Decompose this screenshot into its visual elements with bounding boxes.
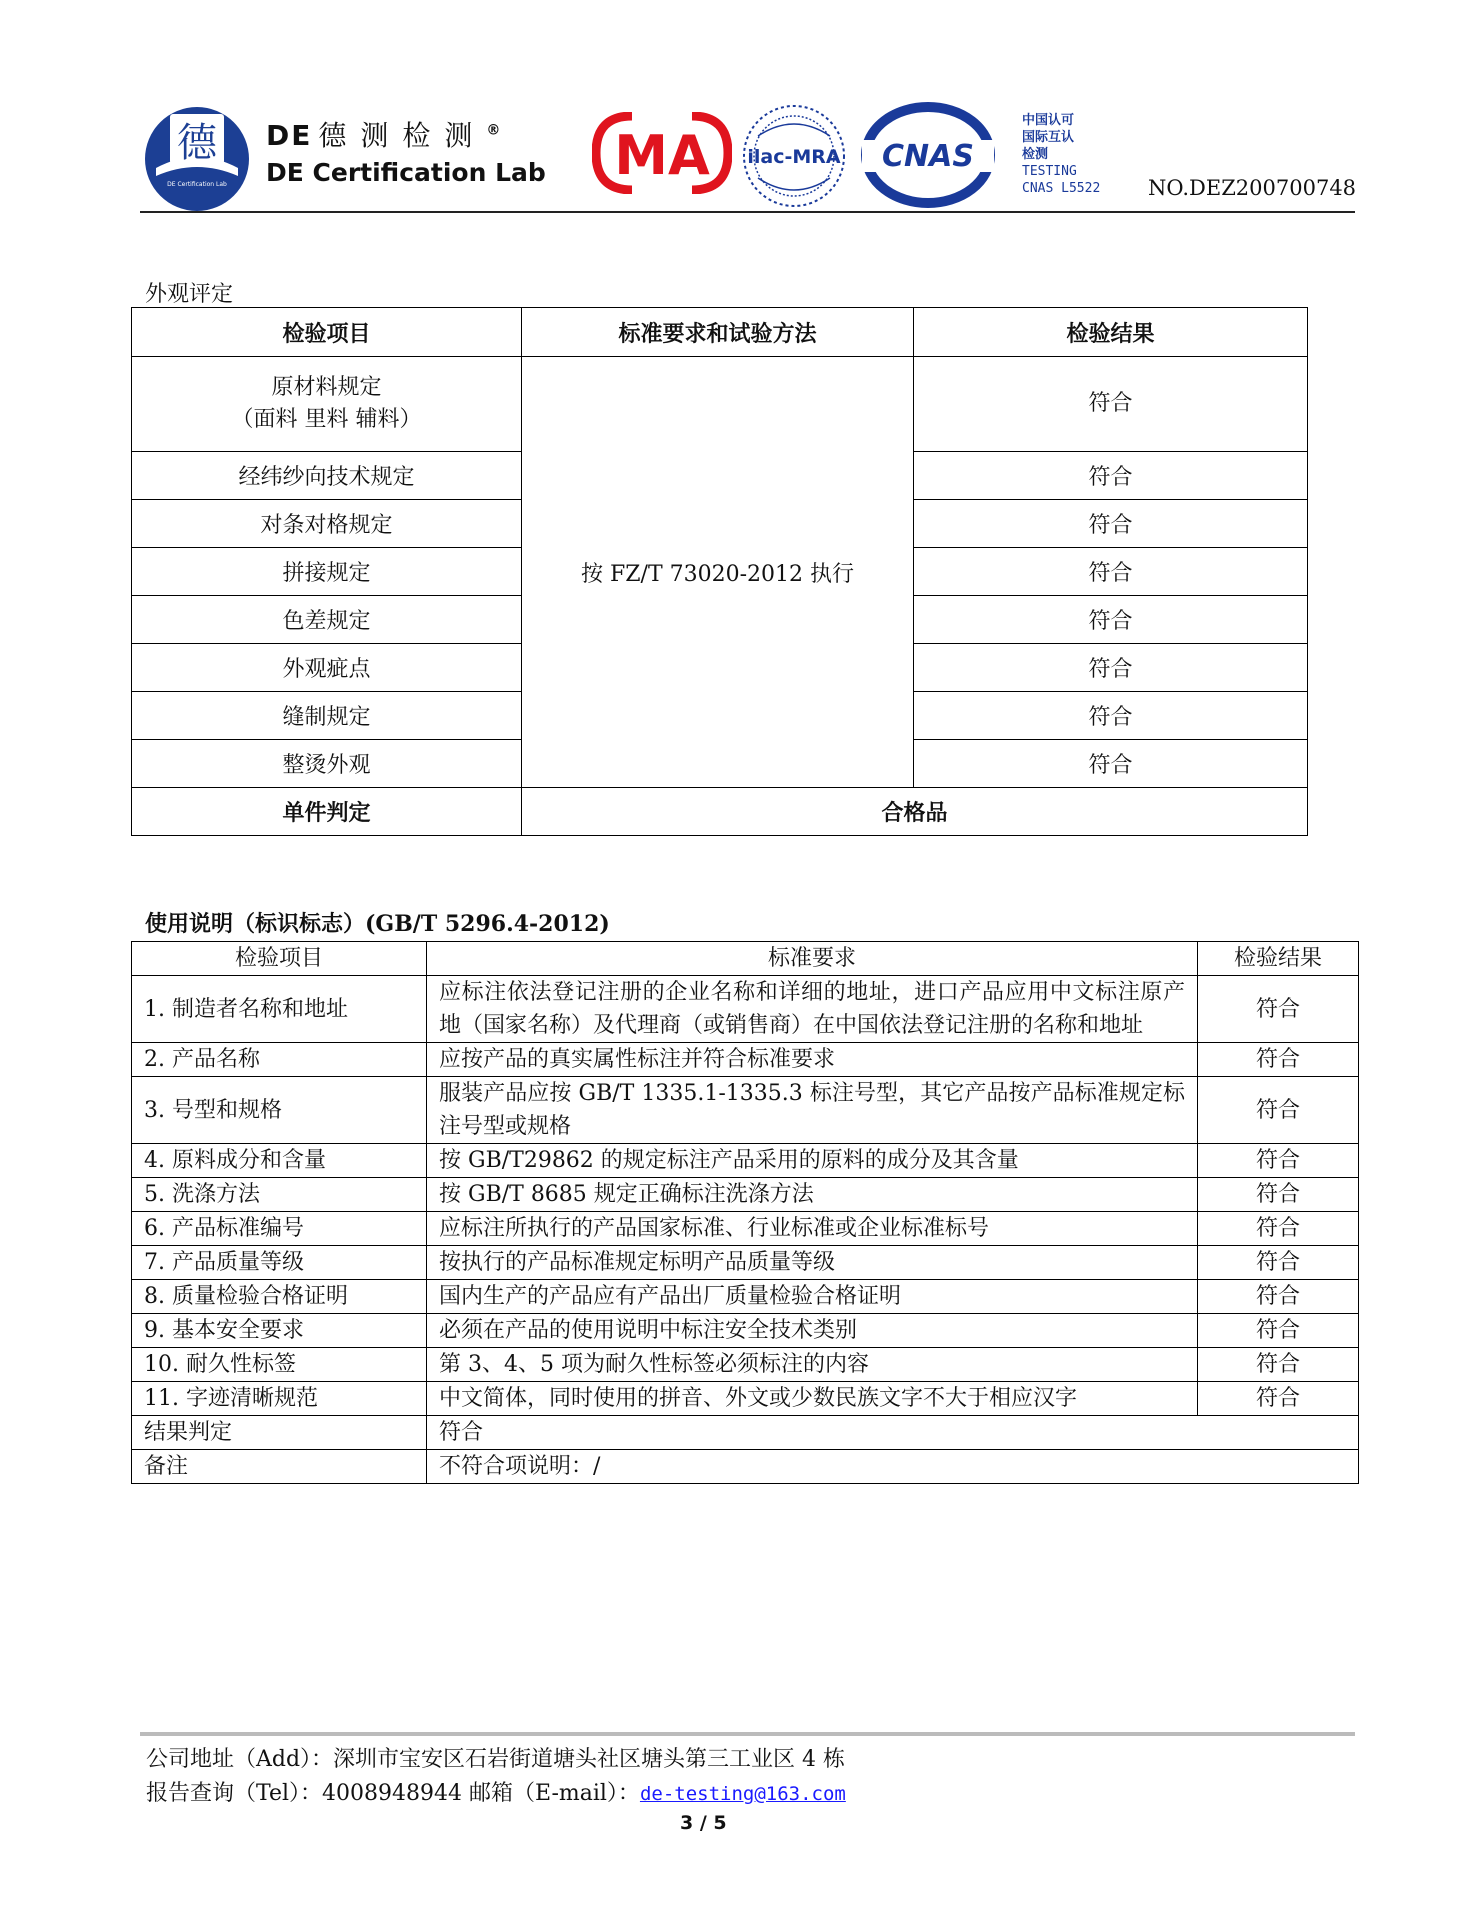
contact-prefix: 报告查询（Tel）：4008948944 邮箱（E-mail）： — [146, 1781, 640, 1806]
item-cell: 拼接规定 — [132, 548, 522, 596]
requirement-cell: 第 3、4、5 项为耐久性标签必须标注的内容 — [427, 1348, 1198, 1382]
column-header: 标准要求和试验方法 — [522, 308, 914, 357]
cnas-logo-text: CNAS — [882, 139, 974, 174]
table-row — [132, 1280, 1359, 1314]
footer-divider — [140, 1732, 1355, 1736]
table-header-row — [132, 308, 1308, 357]
verdict-value: 合格品 — [522, 788, 1308, 836]
item-cell: 经纬纱向技术规定 — [132, 452, 522, 500]
result-cell: 符合 — [1198, 1212, 1359, 1246]
ilac-logo-text: ilac-MRA — [747, 146, 841, 168]
cma-logo-text: MA — [614, 124, 710, 187]
requirement-cell: 国内生产的产品应有产品出厂质量检验合格证明 — [427, 1280, 1198, 1314]
table-row — [132, 357, 1308, 452]
column-header: 检验项目 — [132, 942, 427, 976]
item-cell: 11. 字迹清晰规范 — [132, 1382, 427, 1416]
de-logo-icon — [144, 106, 250, 212]
table-header-row — [132, 942, 1359, 976]
table-row — [132, 1043, 1359, 1077]
de-logo-small-text: DE Certification Lab — [167, 181, 227, 188]
labeling-table — [131, 941, 1359, 1484]
cnas-accreditation-text: 中国认可 国际互认 检测 TESTING CNAS L5522 — [1022, 113, 1101, 196]
table-row — [132, 1077, 1359, 1144]
de-logo-char: 德 — [177, 120, 217, 166]
ilac-mra-logo-icon — [740, 102, 848, 210]
result-cell: 符合 — [1198, 1348, 1359, 1382]
footer — [146, 1743, 846, 1811]
result-cell: 符合 — [1198, 1246, 1359, 1280]
item-cell: 5. 洗涤方法 — [132, 1178, 427, 1212]
result-cell: 符合 — [1198, 1043, 1359, 1077]
requirement-cell: 按执行的产品标准规定标明产品质量等级 — [427, 1246, 1198, 1280]
result-cell: 符合 — [1198, 1178, 1359, 1212]
result-cell: 符合 — [1198, 976, 1359, 1043]
de-brand-title: DE 德测检测® — [266, 119, 503, 152]
result-cell: 符合 — [914, 596, 1308, 644]
de-brand-text — [266, 114, 546, 187]
item-cell: 4. 原料成分和含量 — [132, 1144, 427, 1178]
item-cell: 原材料规定 （面料 里料 辅料） — [132, 357, 522, 452]
report-header — [140, 100, 1355, 212]
item-cell: 6. 产品标准编号 — [132, 1212, 427, 1246]
result-cell: 符合 — [1198, 1144, 1359, 1178]
section-title-appearance: 外观评定 — [145, 282, 234, 307]
result-cell: 符合 — [1198, 1314, 1359, 1348]
column-header: 检验结果 — [1198, 942, 1359, 976]
contact-line — [146, 1777, 846, 1811]
cma-logo-icon — [592, 112, 732, 194]
item-cell: 缝制规定 — [132, 692, 522, 740]
item-cell: 色差规定 — [132, 596, 522, 644]
result-cell: 符合 — [1198, 1280, 1359, 1314]
method-cell: 按 FZ/T 73020-2012 执行 — [522, 357, 914, 788]
item-cell: 2. 产品名称 — [132, 1043, 427, 1077]
requirement-cell: 必须在产品的使用说明中标注安全技术类别 — [427, 1314, 1198, 1348]
item-cell: 9. 基本安全要求 — [132, 1314, 427, 1348]
result-cell: 符合 — [914, 452, 1308, 500]
result-cell: 符合 — [914, 500, 1308, 548]
requirement-cell: 应标注所执行的产品国家标准、行业标准或企业标准标号 — [427, 1212, 1198, 1246]
item-cell: 7. 产品质量等级 — [132, 1246, 427, 1280]
table-row — [132, 1246, 1359, 1280]
remark-value: 不符合项说明：/ — [427, 1450, 1359, 1484]
company-address: 公司地址（Add）：深圳市宝安区石岩街道塘头社区塘头第三工业区 4 栋 — [146, 1747, 846, 1772]
page-number: 3 / 5 — [680, 1812, 727, 1834]
result-cell: 符合 — [1198, 1382, 1359, 1416]
column-header: 检验项目 — [132, 308, 522, 357]
table-row — [132, 1314, 1359, 1348]
report-number: NO.DEZ200700748 — [1148, 176, 1357, 200]
result-cell: 符合 — [914, 740, 1308, 788]
appearance-table — [131, 307, 1308, 836]
item-cell: 10. 耐久性标签 — [132, 1348, 427, 1382]
table-row — [132, 976, 1359, 1043]
requirement-cell: 按 GB/T 8685 规定正确标注洗涤方法 — [427, 1178, 1198, 1212]
verdict-row — [132, 788, 1308, 836]
item-cell: 整烫外观 — [132, 740, 522, 788]
requirement-cell: 应按产品的真实属性标注并符合标准要求 — [427, 1043, 1198, 1077]
requirement-cell: 服装产品应按 GB/T 1335.1-1335.3 标注号型，其它产品按产品标准规定标注号型或规格 — [427, 1077, 1198, 1144]
conclusion-value: 符合 — [427, 1416, 1359, 1450]
requirement-cell: 按 GB/T29862 的规定标注产品采用的原料的成分及其含量 — [427, 1144, 1198, 1178]
remark-label: 备注 — [132, 1450, 427, 1484]
cnas-logo-icon — [860, 102, 996, 208]
table-row — [132, 1178, 1359, 1212]
email-link[interactable]: de-testing@163.com — [639, 1783, 846, 1805]
conclusion-row — [132, 1416, 1359, 1450]
table-row — [132, 1348, 1359, 1382]
remark-row — [132, 1450, 1359, 1484]
item-cell: 对条对格规定 — [132, 500, 522, 548]
result-cell: 符合 — [914, 644, 1308, 692]
de-brand-subtitle: DE Certification Lab — [266, 158, 546, 187]
result-cell: 符合 — [914, 357, 1308, 452]
header-divider — [140, 211, 1355, 213]
verdict-label: 单件判定 — [132, 788, 522, 836]
table-row — [132, 1212, 1359, 1246]
item-cell: 外观疵点 — [132, 644, 522, 692]
item-cell: 8. 质量检验合格证明 — [132, 1280, 427, 1314]
requirement-cell: 应标注依法登记注册的企业名称和详细的地址，进口产品应用中文标注原产地（国家名称）及代理商（或销售商）在中国依法登记注册的名称和地址 — [427, 976, 1198, 1043]
table-row — [132, 1382, 1359, 1416]
item-cell: 3. 号型和规格 — [132, 1077, 427, 1144]
column-header: 标准要求 — [427, 942, 1198, 976]
result-cell: 符合 — [1198, 1077, 1359, 1144]
result-cell: 符合 — [914, 548, 1308, 596]
column-header: 检验结果 — [914, 308, 1308, 357]
conclusion-label: 结果判定 — [132, 1416, 427, 1450]
result-cell: 符合 — [914, 692, 1308, 740]
requirement-cell: 中文简体，同时使用的拼音、外文或少数民族文字不大于相应汉字 — [427, 1382, 1198, 1416]
item-cell: 1. 制造者名称和地址 — [132, 976, 427, 1043]
table-row — [132, 1144, 1359, 1178]
section-title-labeling: 使用说明（标识标志）(GB/T 5296.4-2012) — [145, 911, 610, 937]
